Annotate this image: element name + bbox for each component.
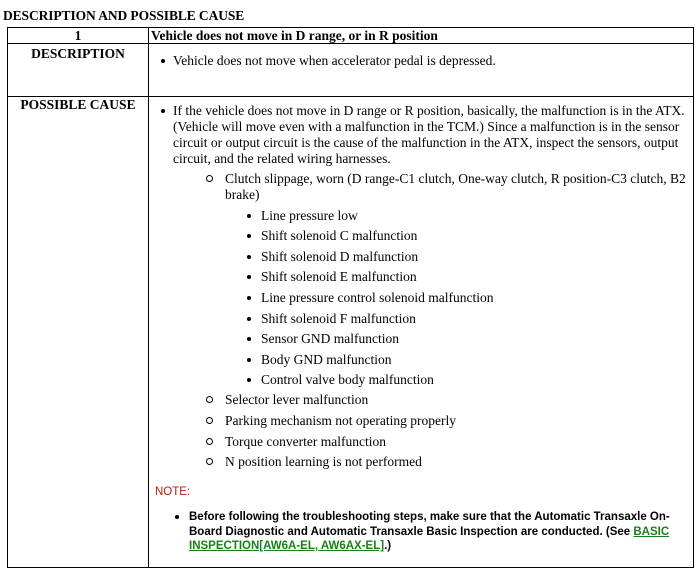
clutch-subitem: Body GND malfunction [245,352,693,368]
clutch-slippage-text: Clutch slippage, worn (D range-C1 clutch, One-way clutch, R position-C3 clutch, B2 brake) [225,171,686,202]
note-text: Before following the troubleshooting steps, make sure that the Automatic Transaxle On-Board Diagnostic and Automatic Transaxle Basic Inspection are conducted. (See [189,511,670,538]
description-cell [149,44,694,97]
other-cause-item: Torque converter malfunction [205,434,693,450]
other-cause-item: Parking mechanism not operating properly [205,413,693,429]
step-number: 1 [8,28,149,44]
cause-intro [149,103,693,167]
possible-cause-label: POSSIBLE CAUSE [8,97,149,568]
clutch-slippage-item [205,171,693,203]
cause-list [149,97,693,470]
cause-intro-text: If the vehicle does not move in D range or R position, basically, the malfunction is in the ATX. (Vehicle will move even with a malfunction in the TCM.) Since a malfunction is in the sensor circuit or output circuit is the cause of the malfunction in the ATX, inspect the sensors, output circuit, and the related wiring harnesses. [173,103,685,166]
basic-inspection-link[interactable]: BASIC INSPECTION[AW6A-EL, AW6AX-EL] [189,525,670,553]
clutch-subitem: Sensor GND malfunction [245,331,693,347]
clutch-subitem: Line pressure low [245,208,693,224]
description-label: DESCRIPTION [8,44,149,97]
step-title: Vehicle does not move in D range, or in R position [149,28,694,44]
other-cause-item: N position learning is not performed [205,454,693,470]
note-label: NOTE: [155,486,191,499]
other-cause-item: Selector lever malfunction [205,392,693,408]
description-list [149,44,693,69]
clutch-subitem: Shift solenoid D malfunction [245,249,693,265]
diagnostic-table [7,27,694,568]
page-heading: DESCRIPTION AND POSSIBLE CAUSE [3,8,245,23]
clutch-subitem: Shift solenoid F malfunction [245,311,693,327]
clutch-subitem: Shift solenoid C malfunction [245,228,693,244]
clutch-subitem: Control valve body malfunction [245,372,693,388]
note-item [149,510,693,554]
clutch-subitem: Shift solenoid E malfunction [245,269,693,285]
description-row [8,44,694,97]
table-header-row [8,28,694,44]
clutch-subitem: Line pressure control solenoid malfunction [245,290,693,306]
description-item: Vehicle does not move when accelerator pedal is depressed. [149,53,693,69]
possible-cause-row [8,97,694,568]
note-tail: .) [384,540,392,553]
possible-cause-cell [149,97,694,568]
